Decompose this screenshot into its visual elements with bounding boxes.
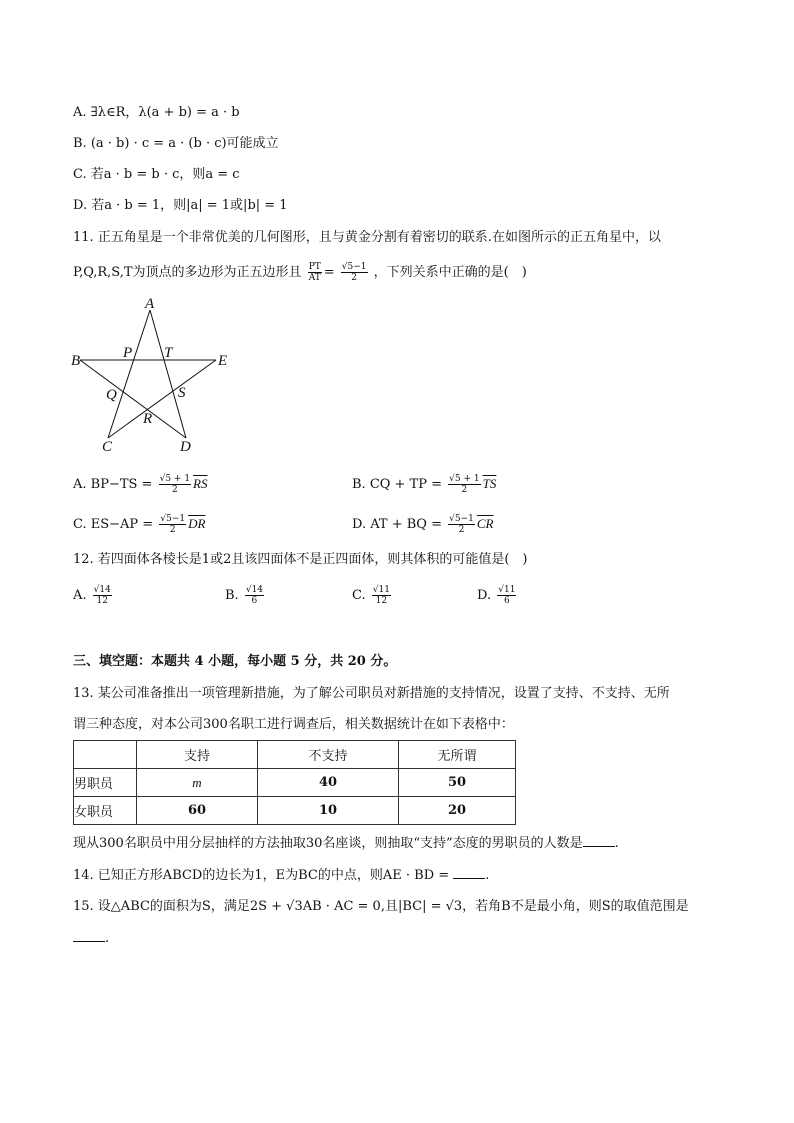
q11-stem-line1: 11. 正五角星是一个非常优美的几何图形，且与黄金分割有着密切的联系.在如图所示的正五角星中，以 (73, 230, 661, 245)
q13-question (73, 834, 619, 853)
q15-end: . (105, 931, 110, 946)
table-cell: 60 (137, 797, 258, 825)
q12-option-c (352, 585, 393, 606)
q11-option-d-den: 2 (458, 525, 465, 535)
q11-option-b-den: 2 (461, 485, 468, 495)
q12-option-c-label: C. (352, 588, 366, 603)
q11-option-d (352, 514, 493, 535)
survey-table (73, 740, 516, 825)
q13-end: . (614, 836, 619, 851)
q11-option-b-num: √5 + 1 (449, 474, 480, 484)
label-a: A (145, 296, 155, 312)
q13-stem-line2: 谓三种态度，对本公司300名职工进行调查后，相关数据统计在如下表格中： (73, 717, 514, 732)
label-b: B (71, 353, 81, 369)
q11-golden-fraction (341, 262, 368, 283)
q10-option-a (73, 104, 240, 122)
q15-answer-line (73, 929, 109, 948)
q12-stem: 12. 若四面体各棱长是1或2且该四面体不是正四面体，则其体积的可能值是( ) (73, 552, 528, 567)
q11-golden-num: √5−1 (341, 262, 367, 272)
label-r: R (143, 411, 153, 427)
q12-option-b (225, 585, 266, 606)
q10-option-b (73, 135, 279, 153)
table-header-cell: 无所谓 (399, 741, 516, 769)
q12-option-c-den: 12 (375, 596, 388, 606)
table-header-row (74, 741, 516, 769)
table-cell: m (137, 769, 258, 797)
q10-option-a-text: A. ∃λ∈R，λ(a + b) = a · b (73, 105, 240, 120)
q11-ratio-den: AT (308, 273, 321, 283)
q12-option-b-den: 6 (251, 596, 258, 606)
q11-option-d-left: D. AT + BQ = (352, 517, 447, 532)
q11-option-b-frac (448, 474, 480, 495)
label-d: D (180, 439, 191, 455)
pentagram-figure (68, 296, 238, 456)
table-header-cell: 不支持 (258, 741, 399, 769)
q11-option-a-den: 2 (171, 485, 178, 495)
q10-option-b-text: B. (a · b) · c = a · (b · c)可能成立 (73, 136, 279, 151)
q12-option-c-frac (372, 585, 391, 606)
table-row (74, 769, 516, 797)
q14-question (73, 866, 489, 885)
q11-option-b-right: $\overline{TS}$ (482, 476, 497, 491)
label-t: T (164, 345, 173, 361)
q12-option-d (477, 585, 518, 606)
q12-option-a-den: 12 (96, 596, 108, 606)
q12-option-b-label: B. (225, 588, 239, 603)
q11-option-c-frac (159, 514, 186, 535)
q11-option-d-right: $\overline{CR}$ (476, 516, 494, 531)
q11-option-d-num: √5−1 (449, 514, 474, 524)
q14-end: . (485, 868, 490, 883)
q13-stem-line1: 13. 某公司准备推出一项管理新措施，为了解公司职员对新措施的支持情况，设置了支持、不支持、无所 (73, 686, 670, 701)
q11-option-a-right: $\overline{RS}$ (193, 476, 208, 491)
q10-option-c-text: C. 若a · b = b · c，则a = c (73, 167, 240, 182)
star-edge-ec (108, 360, 216, 438)
table-cell: 20 (399, 797, 516, 825)
q11-stem-suffix: ，下列关系中正确的是( ) (373, 265, 527, 280)
q15-question: 15. 设△ABC的面积为S，满足2S + √3AB · AC = 0,且|BC| = √3，若角B不是最小角，则S的取值范围是 (73, 899, 689, 914)
label-q: Q (106, 387, 117, 403)
q11-option-a-frac (159, 474, 191, 495)
table-cell: 50 (399, 769, 516, 797)
label-s: S (178, 385, 186, 401)
table-cell: 40 (258, 769, 399, 797)
q12-option-a-label: A. (73, 588, 87, 603)
answer-blank[interactable] (583, 834, 615, 847)
q11-option-a-left: A. BP−TS = (73, 477, 157, 492)
q11-option-c-num: √5−1 (160, 514, 186, 524)
q11-golden-den: 2 (351, 273, 358, 283)
label-e: E (218, 353, 228, 369)
label-p: P (123, 345, 133, 361)
q12-option-a-num: √14 (93, 585, 111, 595)
table-cell: 10 (258, 797, 399, 825)
table-cell: 女职员 (74, 797, 137, 825)
q12-option-b-frac (245, 585, 264, 606)
q11-option-b (352, 474, 496, 495)
q12-option-d-num: √11 (498, 585, 516, 595)
q11-option-c-den: 2 (169, 525, 176, 535)
table-header-cell: 支持 (137, 741, 258, 769)
q12-option-b-num: √14 (245, 585, 264, 595)
q12-option-d-den: 6 (503, 596, 510, 606)
q11-option-a (73, 474, 208, 495)
q14-question-text: 14. 已知正方形ABCD的边长为1，E为BC的中点，则AE · BD = (73, 868, 454, 883)
table-row (74, 797, 516, 825)
q11-ratio-num: PT (308, 262, 321, 272)
q12-option-d-label: D. (477, 588, 492, 603)
q12-option-a (73, 585, 114, 606)
label-c: C (102, 439, 113, 455)
table-cell: 男职员 (74, 769, 137, 797)
q11-stem-line2: P,Q,R,S,T为顶点的多边形为正五边形且 $\frac{PT}{AT}$ = $\frac{√5-1}{2}$ ，下列关系中正确的是( ) (73, 262, 527, 283)
q11-stem-prefix: P,Q,R,S,T为顶点的多边形为正五边形且 (73, 265, 302, 280)
q11-option-c (73, 514, 205, 535)
q11-option-a-num: √5 + 1 (159, 474, 191, 484)
q10-option-c (73, 166, 240, 184)
q11-option-b-left: B. CQ + TP = (352, 477, 447, 492)
q12-option-d-frac (497, 585, 516, 606)
q11-option-c-left: C. ES−AP = (73, 517, 158, 532)
q10-option-d (73, 197, 288, 215)
q11-option-d-frac (448, 514, 475, 535)
q11-ratio-fraction (308, 262, 322, 283)
q12-option-a-frac (93, 585, 112, 606)
table-header-cell (74, 741, 137, 769)
answer-blank[interactable] (453, 866, 485, 879)
star-edge-bd (80, 360, 186, 438)
q12-option-c-num: √11 (372, 585, 390, 595)
star-edge-ad (150, 310, 186, 438)
section3-title: 三、填空题：本题共 4 小题，每小题 5 分，共 20 分。 (73, 654, 397, 669)
q10-option-d-text: D. 若a · b = 1，则|a| = 1或|b| = 1 (73, 198, 288, 213)
q11-option-c-right: $\overline{DR}$ (188, 516, 206, 531)
answer-blank[interactable] (73, 929, 105, 942)
q13-question-text: 现从300名职员中用分层抽样的方法抽取30名座谈，则抽取“支持”态度的男职员的人数是 (73, 836, 583, 851)
